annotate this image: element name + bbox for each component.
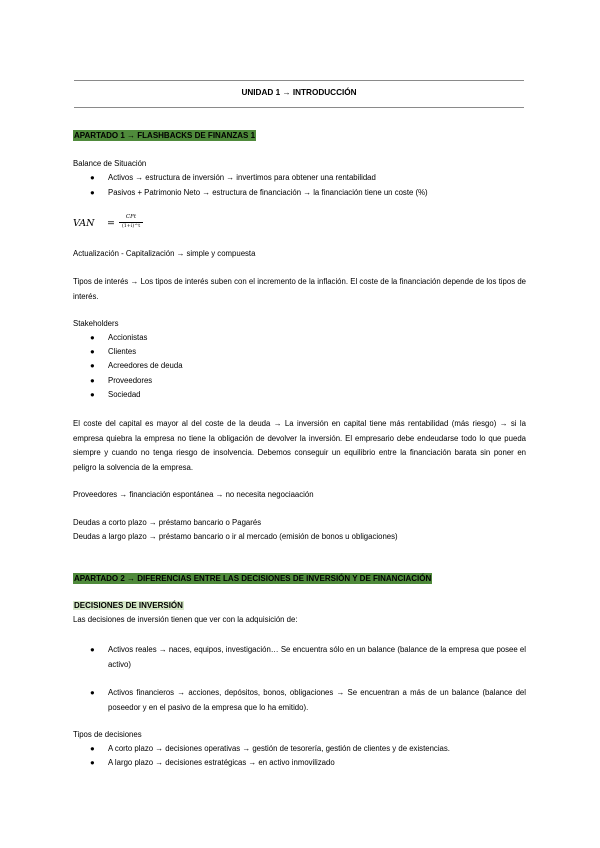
deudas-corto-line: Deudas a corto plazo → préstamo bancario o Pagarés: [73, 518, 262, 527]
bullet-glyph: ●: [90, 688, 95, 697]
fraction-bar: [119, 222, 143, 223]
balance-item: Pasivos + Patrimonio Neto → estructura de financiación → la financiación tiene un coste (%): [108, 188, 428, 197]
bullet-glyph: ●: [90, 390, 95, 399]
stakeholder-item: Proveedores: [108, 376, 153, 385]
stakeholder-item: Sociedad: [108, 390, 141, 399]
stakeholder-item: Acreedores de deuda: [108, 361, 183, 370]
bullet-glyph: ●: [90, 361, 95, 370]
tipos-decisiones-heading: Tipos de decisiones: [73, 730, 142, 739]
section-heading-apartado-2: APARTADO 2 → DIFERENCIAS ENTRE LAS DECISIONES DE INVERSIÓN Y DE FINANCIACIÓN: [74, 574, 432, 583]
activos-reales-item: Activos reales → naces, equipos, investigación… Se encuentra sólo en un balance (balance de la empresa que posee el activo): [108, 645, 526, 669]
subsection-heading-decisiones-inversion: DECISIONES DE INVERSIÓN: [74, 601, 183, 610]
bullet-glyph: ●: [90, 744, 95, 753]
stakeholder-item: Clientes: [108, 347, 137, 356]
bullet-glyph: ●: [90, 758, 95, 767]
unit-title: UNIDAD 1 → INTRODUCCIÓN: [241, 88, 357, 97]
header-bottom-rule: [74, 107, 524, 108]
stakeholder-item: Accionistas: [108, 333, 148, 342]
deudas-largo-line: Deudas a largo plazo → préstamo bancario o ir al mercado (emisión de bonos u obligaciones): [73, 532, 398, 541]
stakeholders-heading: Stakeholders: [73, 319, 119, 328]
bullet-glyph: ●: [90, 188, 95, 197]
formula-fraction: [119, 214, 143, 230]
bullet-glyph: ●: [90, 376, 95, 385]
van-formula: [73, 214, 163, 236]
bullet-glyph: ●: [90, 347, 95, 356]
balance-heading: Balance de Situación: [73, 159, 147, 168]
tipo-decision-item: A corto plazo → decisiones operativas → gestión de tesorería, gestión de clientes y de existencias.: [108, 744, 450, 753]
activos-financieros-item: Activos financieros → acciones, depósitos, bonos, obligaciones → Se encuentran a más de un balance (balance del poseedor y en el pasivo de la empresa que lo ha emitido).: [108, 688, 526, 712]
actualizacion-line: Actualización - Capitalización → simple y compuesta: [73, 249, 256, 258]
bullet-glyph: ●: [90, 173, 95, 182]
bullet-glyph: ●: [90, 645, 95, 654]
header-top-rule: [74, 80, 524, 81]
decisiones-intro: Las decisiones de inversión tienen que ver con la adquisición de:: [73, 615, 298, 624]
formula-denominator: (1+i)^t: [121, 224, 141, 229]
bullet-glyph: ●: [90, 333, 95, 342]
formula-lhs: VAN: [73, 218, 95, 229]
tipo-decision-item: A largo plazo → decisiones estratégicas → en activo inmovilizado: [108, 758, 335, 767]
balance-item: Activos → estructura de inversión → invertimos para obtener una rentabilidad: [108, 173, 376, 182]
section-heading-apartado-1: APARTADO 1 → FLASHBACKS DE FINANZAS 1: [74, 131, 256, 140]
formula-numerator: CFt: [125, 214, 137, 220]
coste-capital-paragraph: El coste del capital es mayor al del coste de la deuda → La inversión en capital tiene más rentabilidad (más riesgo) → si la empresa quiebra la empresa no tiene la obligación de devolver la inversión. El empresario debe endeudarse todo lo que pueda siempre y cuando no tenga riesgo de insolvencia. Debemos conseguir un equilibrio entre la financiación barata sin poner en peligro la solvencia de la empresa.: [73, 419, 526, 472]
formula-equals: =: [107, 218, 115, 229]
proveedores-line: Proveedores → financiación espontánea → no necesita negociaación: [73, 490, 314, 499]
tipos-interes-paragraph: Tipos de interés → Los tipos de interés suben con el incremento de la inflación. El coste de la financiación depende de los tipos de interés.: [73, 277, 526, 301]
